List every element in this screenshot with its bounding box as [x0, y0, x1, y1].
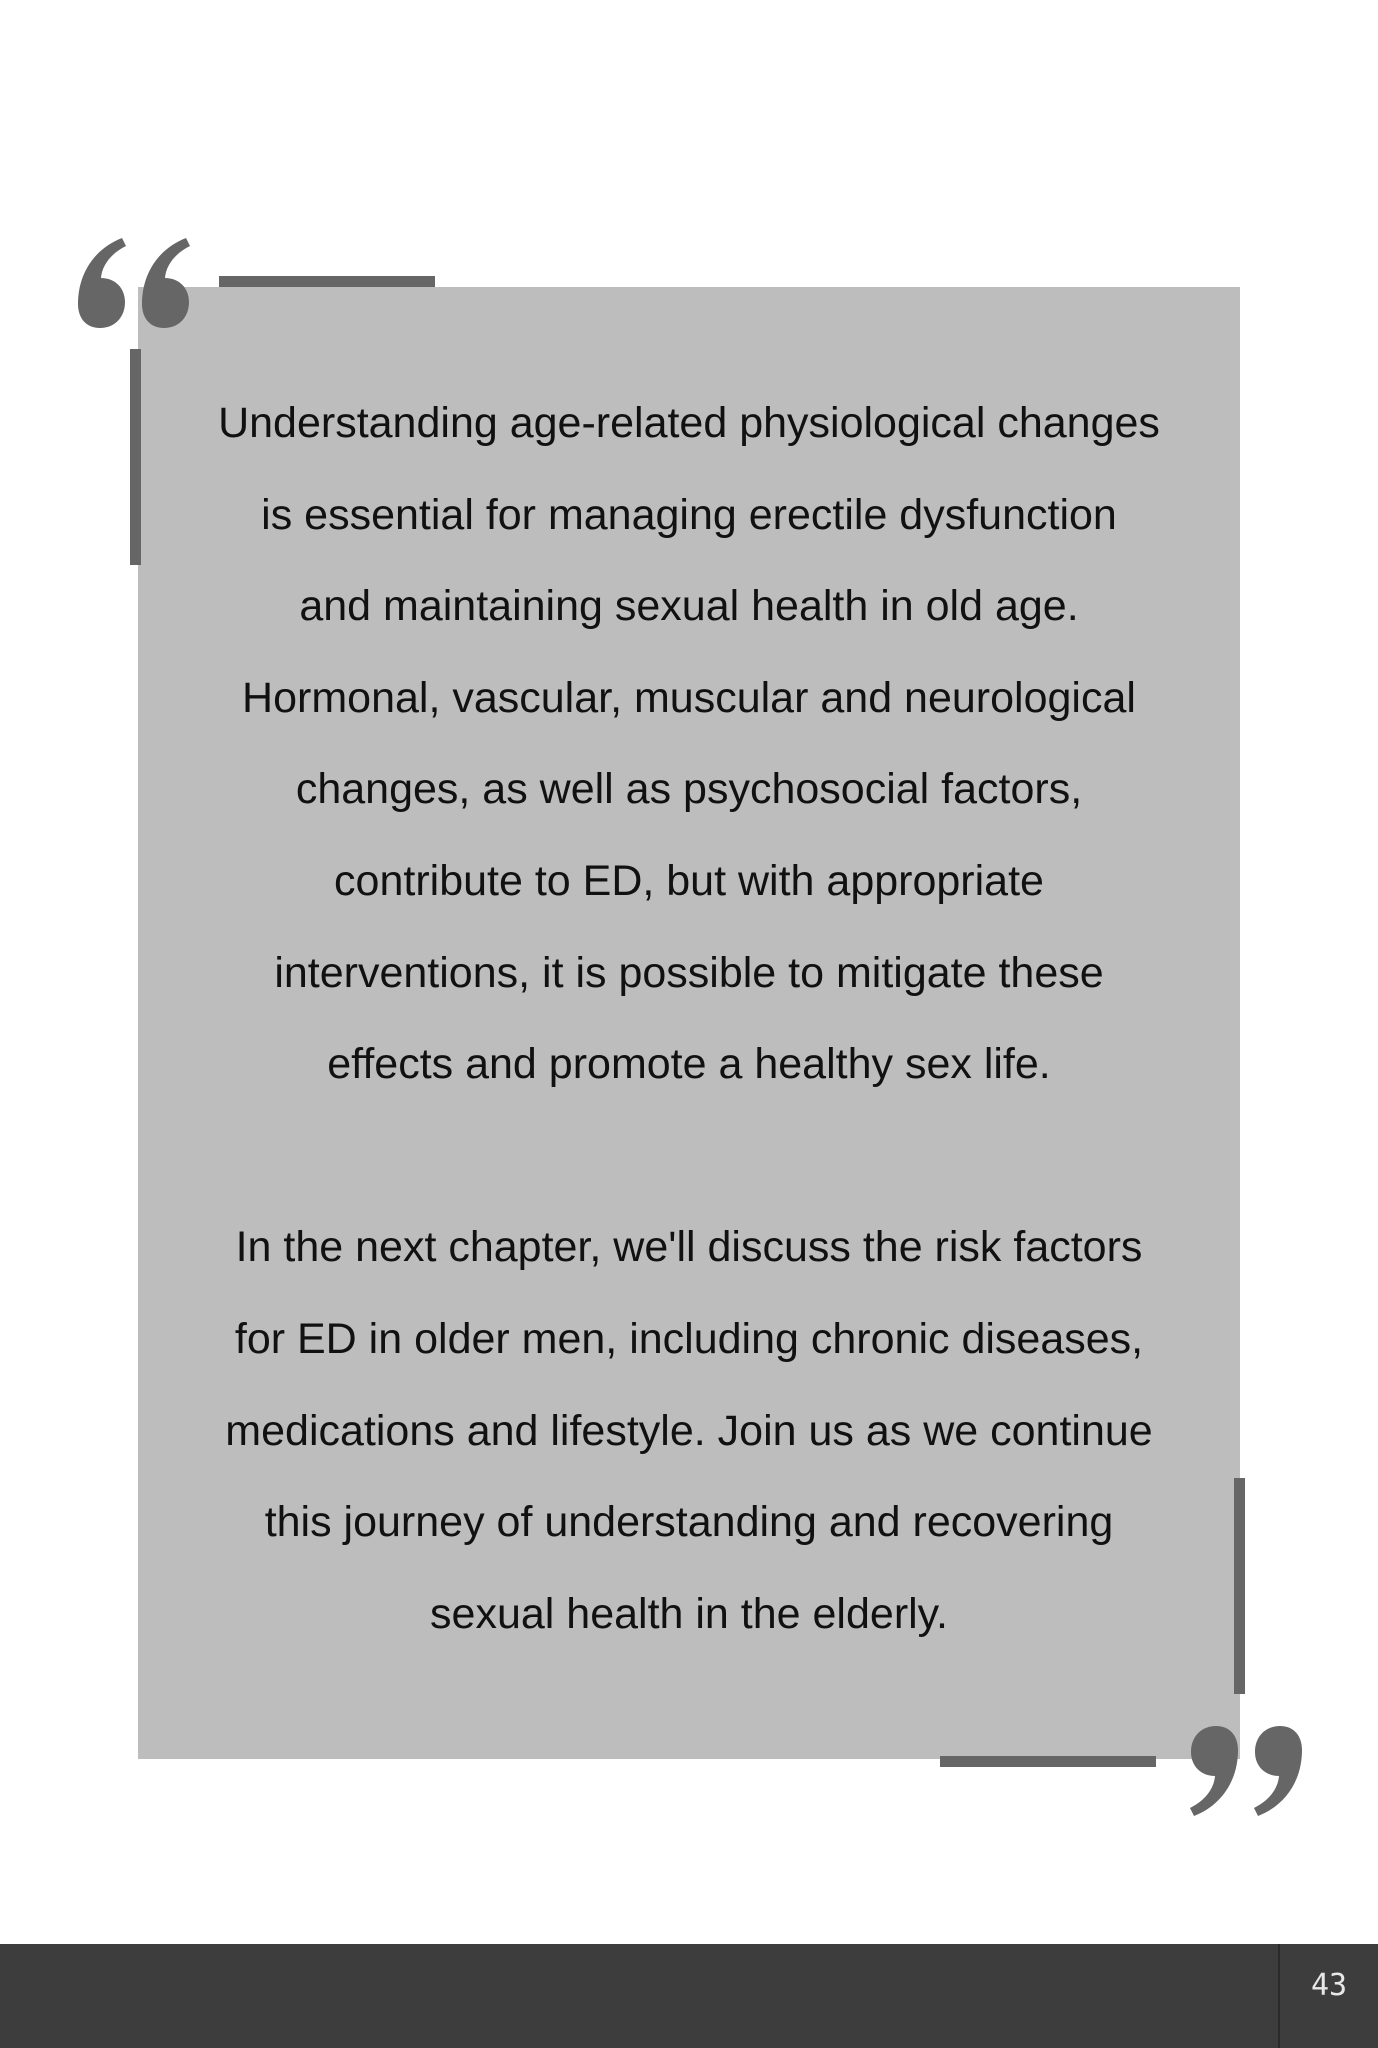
quote-line: interventions, it is possible to mitigate these	[274, 948, 1104, 997]
quote-line: Hormonal, vascular, muscular and neurological	[242, 673, 1136, 722]
paragraph-gap	[138, 1111, 1240, 1203]
quote-line: In the next chapter, we'll discuss the risk factors	[235, 1223, 1143, 1272]
open-quote-icon	[72, 236, 202, 336]
quote-line: is essential for managing erectile dysfunction	[261, 490, 1117, 539]
quote-paragraph-2	[138, 1202, 1240, 1660]
quote-line: for ED in older men, including chronic diseases,	[234, 1314, 1144, 1363]
quote-paragraph-1	[138, 378, 1240, 1111]
bottom-accent-bar	[940, 1756, 1156, 1767]
quote-line: and maintaining sexual health in old age.	[299, 582, 1079, 631]
quote-line: contribute to ED, but with appropriate	[334, 856, 1044, 905]
quote-line: effects and promote a healthy sex life.	[327, 1040, 1051, 1089]
close-quote-icon	[1178, 1718, 1308, 1818]
footer-bar	[0, 1944, 1378, 2048]
quote-line: Understanding age-related physiological changes	[218, 399, 1160, 447]
top-accent-bar	[219, 276, 435, 287]
quote-line: this journey of understanding and recovering	[264, 1498, 1114, 1547]
quote-line: sexual health in the elderly.	[430, 1589, 948, 1638]
page-number: 43	[1310, 1968, 1348, 2003]
quote-line: medications and lifestyle. Join us as we continue	[225, 1406, 1153, 1455]
quote-line: changes, as well as psychosocial factors,	[295, 765, 1083, 814]
quote-text	[138, 378, 1240, 1660]
